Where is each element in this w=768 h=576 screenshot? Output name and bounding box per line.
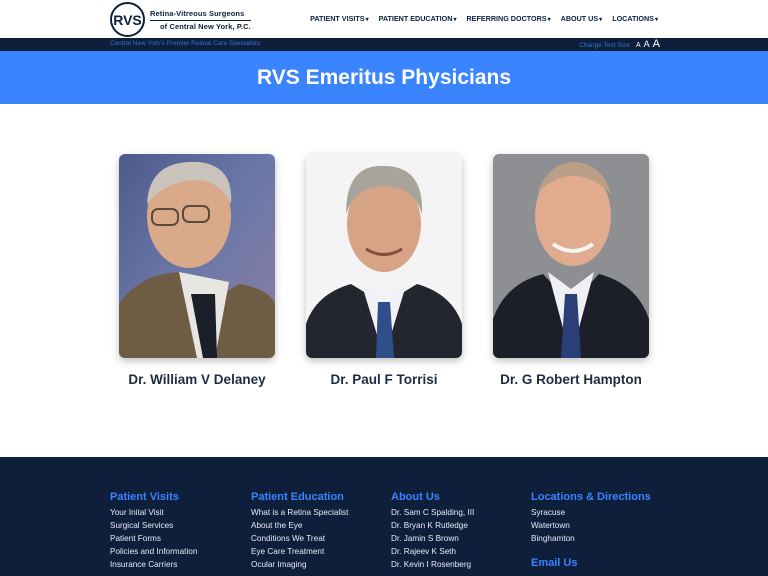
physician-photo [119,154,275,358]
footer-link[interactable]: Conditions We Treat [251,534,326,543]
footer-heading-email[interactable]: Email Us [531,557,578,569]
chevron-down-icon: ▾ [599,17,603,23]
footer-link[interactable]: Eye Care Treatment [251,547,325,556]
text-size-label: Change Text Size [579,42,630,49]
footer-link[interactable]: Ocular Imaging [251,560,307,569]
nav-patient-visits[interactable]: PATIENT VISITS▾ [310,14,369,23]
footer-link[interactable]: Insurance Carriers [110,560,178,569]
nav-referring-doctors[interactable]: REFERRING DOCTORS▾ [466,14,551,23]
footer-link[interactable]: Policies and Information [110,547,198,556]
text-size-large-button[interactable]: A [652,38,660,50]
chevron-down-icon: ▾ [365,17,369,23]
footer-link[interactable]: Dr. Jamin S Brown [391,534,459,543]
site-tagline: Central New York's Premier Retinal Care Specialists [110,40,261,47]
logo-line-2: of Central New York, P.C. [160,21,251,31]
top-info-bar [0,38,768,51]
physician-name[interactable]: Dr. William V Delaney [128,372,266,387]
text-size-medium-button[interactable]: A [643,39,650,49]
footer-link[interactable]: About the Eye [251,521,303,530]
footer-column-patient-education [251,491,348,571]
footer-link[interactable]: Your Inital Visit [110,508,164,517]
page-banner [0,51,768,104]
physician-photo [493,154,649,358]
footer-link[interactable]: Dr. Rajeev K Seth [391,547,457,556]
footer-link[interactable]: Dr. Kevin I Rosenberg [391,560,472,569]
chevron-down-icon: ▾ [654,17,658,23]
chevron-down-icon: ▾ [453,17,457,23]
text-size-control [579,38,660,50]
logo-initials: RVS [113,11,142,28]
footer-heading[interactable]: About Us [391,491,440,503]
logo-line-1: Retina-Vitreous Surgeons [150,8,251,21]
footer-heading[interactable]: Locations & Directions [531,491,651,503]
footer-link[interactable]: Surgical Services [110,521,174,530]
footer-link[interactable]: Dr. Bryan K Rutledge [391,521,468,530]
footer-link[interactable]: Dr. Sam C Spalding, III [391,508,475,517]
physician-name[interactable]: Dr. Paul F Torrisi [330,372,438,387]
physician-photo [306,154,462,358]
site-footer [0,457,768,576]
footer-link[interactable]: Watertown [531,521,570,530]
footer-link[interactable]: Binghamton [531,534,575,543]
physician-card [493,154,649,387]
footer-heading[interactable]: Patient Visits [110,491,179,503]
chevron-down-icon: ▾ [547,17,551,23]
footer-column-locations [531,491,651,572]
physician-card [306,154,462,387]
nav-about-us[interactable]: ABOUT US▾ [560,14,603,23]
footer-column-about-us [391,491,474,571]
text-size-small-button[interactable]: A [635,42,641,49]
nav-patient-education[interactable]: PATIENT EDUCATION▾ [378,14,457,23]
footer-link[interactable]: What is a Retina Specialist [251,508,349,517]
physician-card [119,154,275,387]
main-nav [310,14,658,23]
logo-emblem [110,2,145,37]
site-header [0,0,768,38]
footer-link[interactable]: Syracuse [531,508,566,517]
footer-heading[interactable]: Patient Education [251,491,344,503]
physician-name[interactable]: Dr. G Robert Hampton [500,372,642,387]
footer-column-patient-visits [110,491,197,571]
footer-link[interactable]: Patient Forms [110,534,161,543]
page-title: RVS Emeritus Physicians [256,65,512,89]
logo-wordmark [150,8,251,32]
nav-locations[interactable]: LOCATIONS▾ [612,14,658,23]
site-logo[interactable] [110,2,251,37]
